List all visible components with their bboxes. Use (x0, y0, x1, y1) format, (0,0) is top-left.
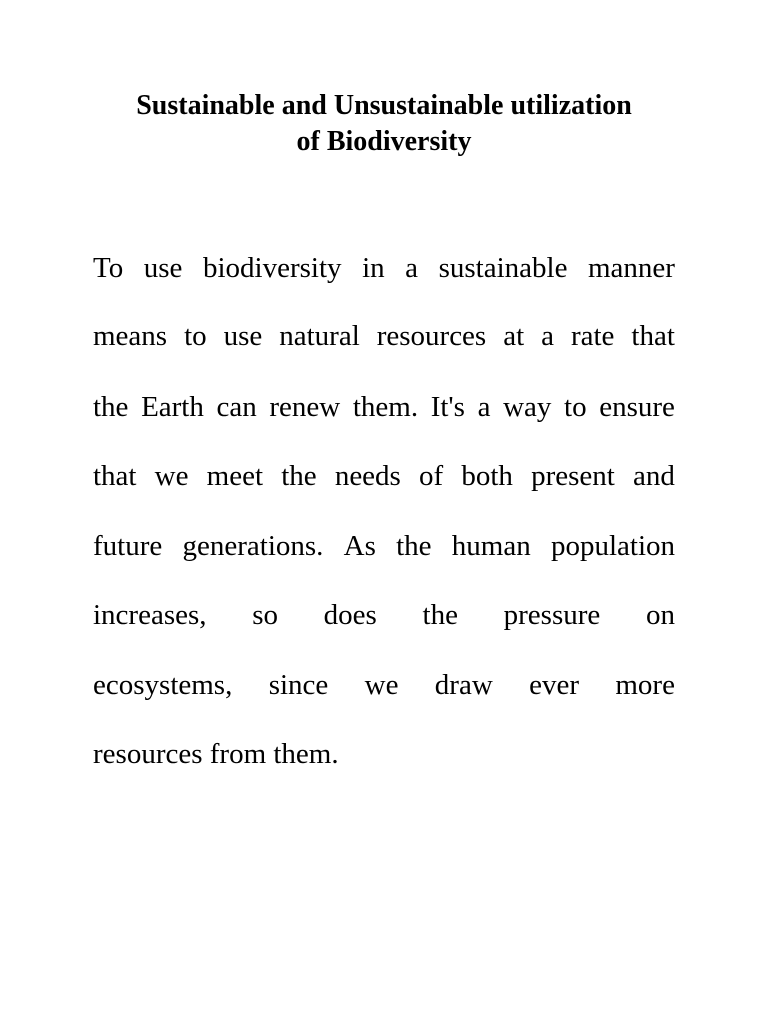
word: needs (334, 460, 401, 492)
word: and (633, 460, 675, 492)
word: increases, (93, 599, 207, 631)
paragraph-last-line: resources from them. (93, 738, 339, 770)
word: of (419, 460, 444, 492)
word: natural (279, 320, 360, 352)
word: meet (206, 460, 264, 492)
word: on (645, 599, 675, 631)
word: As (343, 530, 376, 562)
word: in (362, 252, 385, 284)
word: generations. (182, 530, 324, 562)
word: Earth (141, 391, 204, 423)
word: the (281, 460, 317, 492)
paragraph-line-1 (93, 250, 675, 286)
paragraph-line-2 (93, 318, 675, 354)
word: since (268, 669, 329, 701)
title-line-1: Sustainable and Unsustainable utilization (136, 90, 632, 121)
word: draw (434, 669, 493, 701)
word: the (422, 599, 458, 631)
word: resources (376, 320, 487, 352)
word: can (216, 391, 257, 423)
word: a (405, 252, 419, 284)
word: to (564, 391, 587, 423)
paragraph-line-5 (93, 528, 675, 564)
word: use (143, 252, 183, 284)
word: we (364, 669, 399, 701)
paragraph-line-4 (93, 458, 675, 494)
word: rate (570, 320, 615, 352)
word: more (615, 669, 675, 701)
word: a (477, 391, 491, 423)
word: biodiversity (202, 252, 342, 284)
word: a (541, 320, 554, 352)
word: we (154, 460, 189, 492)
word: ecosystems, (93, 669, 233, 701)
title-line-2: of Biodiversity (296, 126, 472, 157)
document-title (60, 88, 708, 160)
word: the (93, 391, 129, 423)
word: ensure (599, 391, 675, 423)
word: future (93, 530, 163, 562)
word: them. (352, 391, 419, 423)
word: the (396, 530, 432, 562)
paragraph-line-3 (93, 389, 675, 425)
word: human (451, 530, 531, 562)
word: renew (269, 391, 341, 423)
word: way (503, 391, 552, 423)
word: to (184, 320, 207, 352)
word: means (93, 320, 168, 352)
word: at (503, 320, 525, 352)
word: population (550, 530, 675, 562)
paragraph-line-6 (93, 597, 675, 633)
word: present (531, 460, 615, 492)
word: both (461, 460, 513, 492)
word: pressure (503, 599, 601, 631)
word: use (223, 320, 263, 352)
word: To (93, 252, 124, 284)
word: so (252, 599, 278, 631)
word: that (631, 320, 675, 352)
word: sustainable (438, 252, 568, 284)
word: It's (430, 391, 465, 423)
word: that (93, 460, 137, 492)
word: ever (529, 669, 580, 701)
word: manner (588, 252, 675, 284)
paragraph-line-7 (93, 667, 675, 703)
word: does (323, 599, 377, 631)
